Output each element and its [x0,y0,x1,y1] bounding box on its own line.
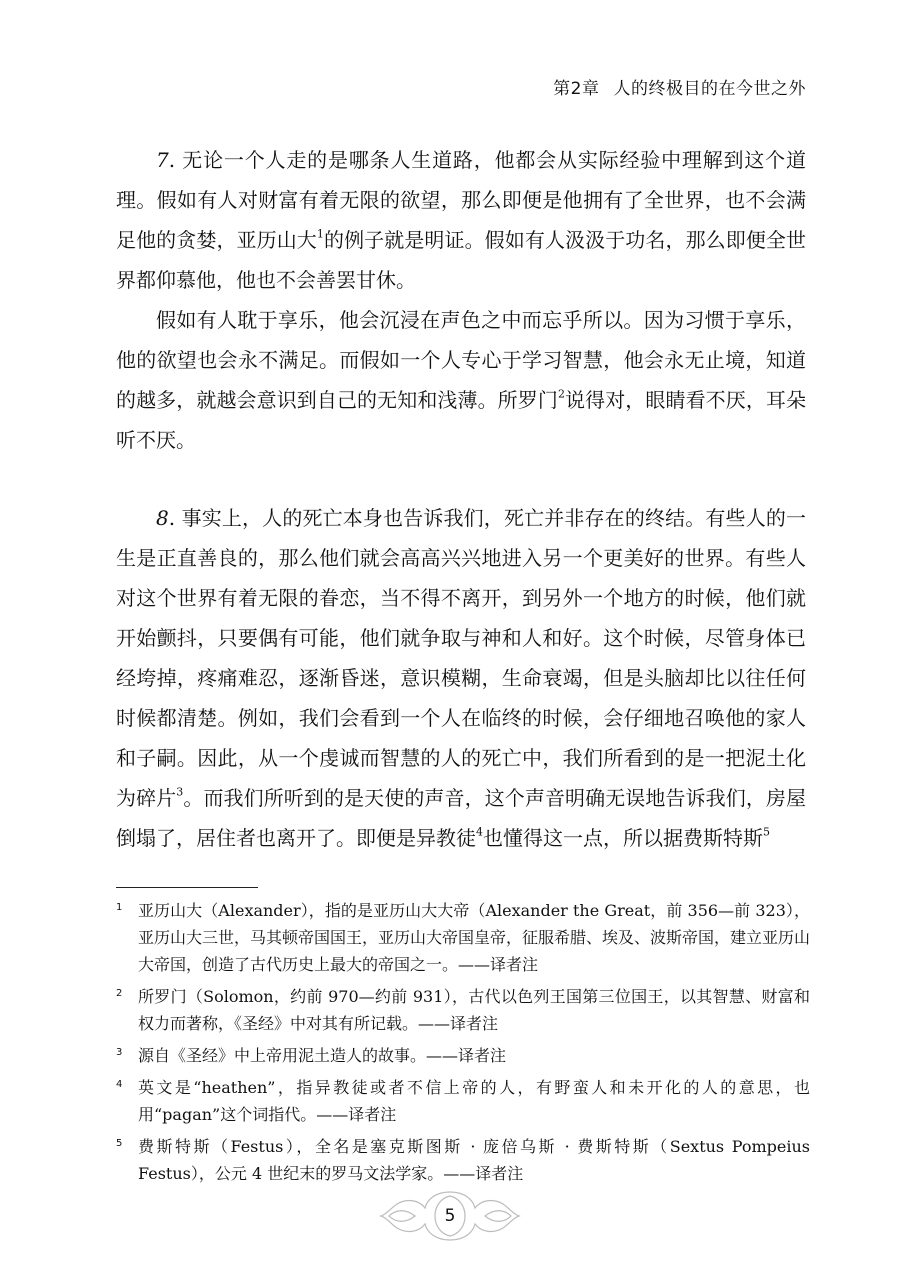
footnote-mark: 3 [116,1047,123,1058]
footnote-reference: 1 [316,227,324,241]
footnote-mark: 5 [116,1138,123,1149]
paragraph-text: . 无论一个人走的是哪条人生道路，他都会从实际经验中理解到这个道理。假如有人对财富有着无限的欲望，那么即便是他拥有了全世界，也不会满足他的贪婪，亚历山大 [116,148,806,252]
paragraph-text: 的例子就是明证。假如有人汲汲于功名，那么即便全世界都仰慕他，他也不会善罢甘休。 [116,228,807,292]
page-number: 5 [444,1206,456,1226]
paragraph [116,140,806,300]
footnote-reference: 2 [557,387,565,401]
body-text [116,140,806,858]
chapter-number: 第2章 [553,79,600,99]
paragraph-text: 假如有人耽于享乐，他会沉浸在声色之中而忘乎所以。因为习惯于享乐，他的欲望也会永不满足。而假如一个人专心于学习智慧，他会永无止境，知道的越多，就越会意识到自己的无知和浅薄。所罗门 [116,308,806,412]
page-number-ornament [0,1186,900,1246]
footnote [116,1133,810,1187]
paragraph-text: 也懂得这一点，所以据费斯特斯 [483,826,763,850]
footnote-mark: 1 [116,902,123,913]
footnote [116,1074,810,1128]
footnote-reference: 5 [763,825,770,839]
footnote-text: 费斯特斯（Festus），全名是塞克斯图斯 · 庞倍乌斯 · 费斯特斯（Sextus Pompeius Festus），公元 4 世纪末的罗马文法学家。——译者注 [138,1137,810,1183]
footnote [116,1042,810,1069]
footnote [116,897,810,978]
footnote-mark: 2 [116,988,123,999]
footnote-divider [116,887,258,888]
paragraph-text: . 事实上，人的死亡本身也告诉我们，死亡并非存在的终结。有些人的一生是正直善良的，那么他们就会高高兴兴地进入另一个更美好的世界。有些人对这个世界有着无限的眷恋，当不得不离开，到另外一个地方的时候，他们就开始颤抖，只要偶有可能，他们就争取与神和人和好。这个时候，尽管身体已经垮掉，疼痛难忍，逐渐昏迷，意识模糊，生命衰竭，但是头脑却比以往任何时候都清楚。例如，我们会看到一个人在临终的时候，会仔细地召唤他的家人和子嗣。因此，从一个虔诚而智慧的人的死亡中，我们所看到的是一把泥土化为碎片 [116,506,806,810]
footnote-reference: 4 [476,825,483,839]
paragraph [116,300,806,460]
footnote-reference: 3 [176,785,184,799]
paragraph [116,498,806,858]
paragraph-text: 说得对，眼睛看不厌，耳朵听不厌。 [116,388,807,452]
footnote-mark: 4 [116,1079,123,1090]
paragraph-text: 。而我们所听到的是天使的声音，这个声音明确无误地告诉我们，房屋倒塌了，居住者也离开了。即便是异教徒 [116,786,807,850]
running-header [553,74,806,99]
footnotes [116,897,810,1192]
section-number: 7 [156,148,169,172]
footnote-text: 英文是“heathen”，指异教徒或者不信上帝的人，有野蛮人和未开化的人的意思，也用“pagan”这个词指代。——译者注 [138,1078,810,1124]
section-number: 8 [156,506,169,530]
footnote-text: 亚历山大（Alexander），指的是亚历山大大帝（Alexander the Great，前 356—前 323），亚历山大三世，马其顿帝国国王，亚历山大帝国皇帝，征服希腊、埃及、波斯帝国，建立亚历山大帝国，创造了古代历史上最大的帝国之一。——译者注 [138,901,811,974]
footnote [116,983,810,1037]
chapter-title: 人的终极目的在今世之外 [613,79,806,99]
footnote-text: 源自《圣经》中上帝用泥土造人的故事。——译者注 [138,1046,507,1065]
footnote-text: 所罗门（Solomon，约前 970—约前 931），古代以色列王国第三位国王，以其智慧、财富和权力而著称，《圣经》中对其有所记载。——译者注 [138,987,810,1033]
